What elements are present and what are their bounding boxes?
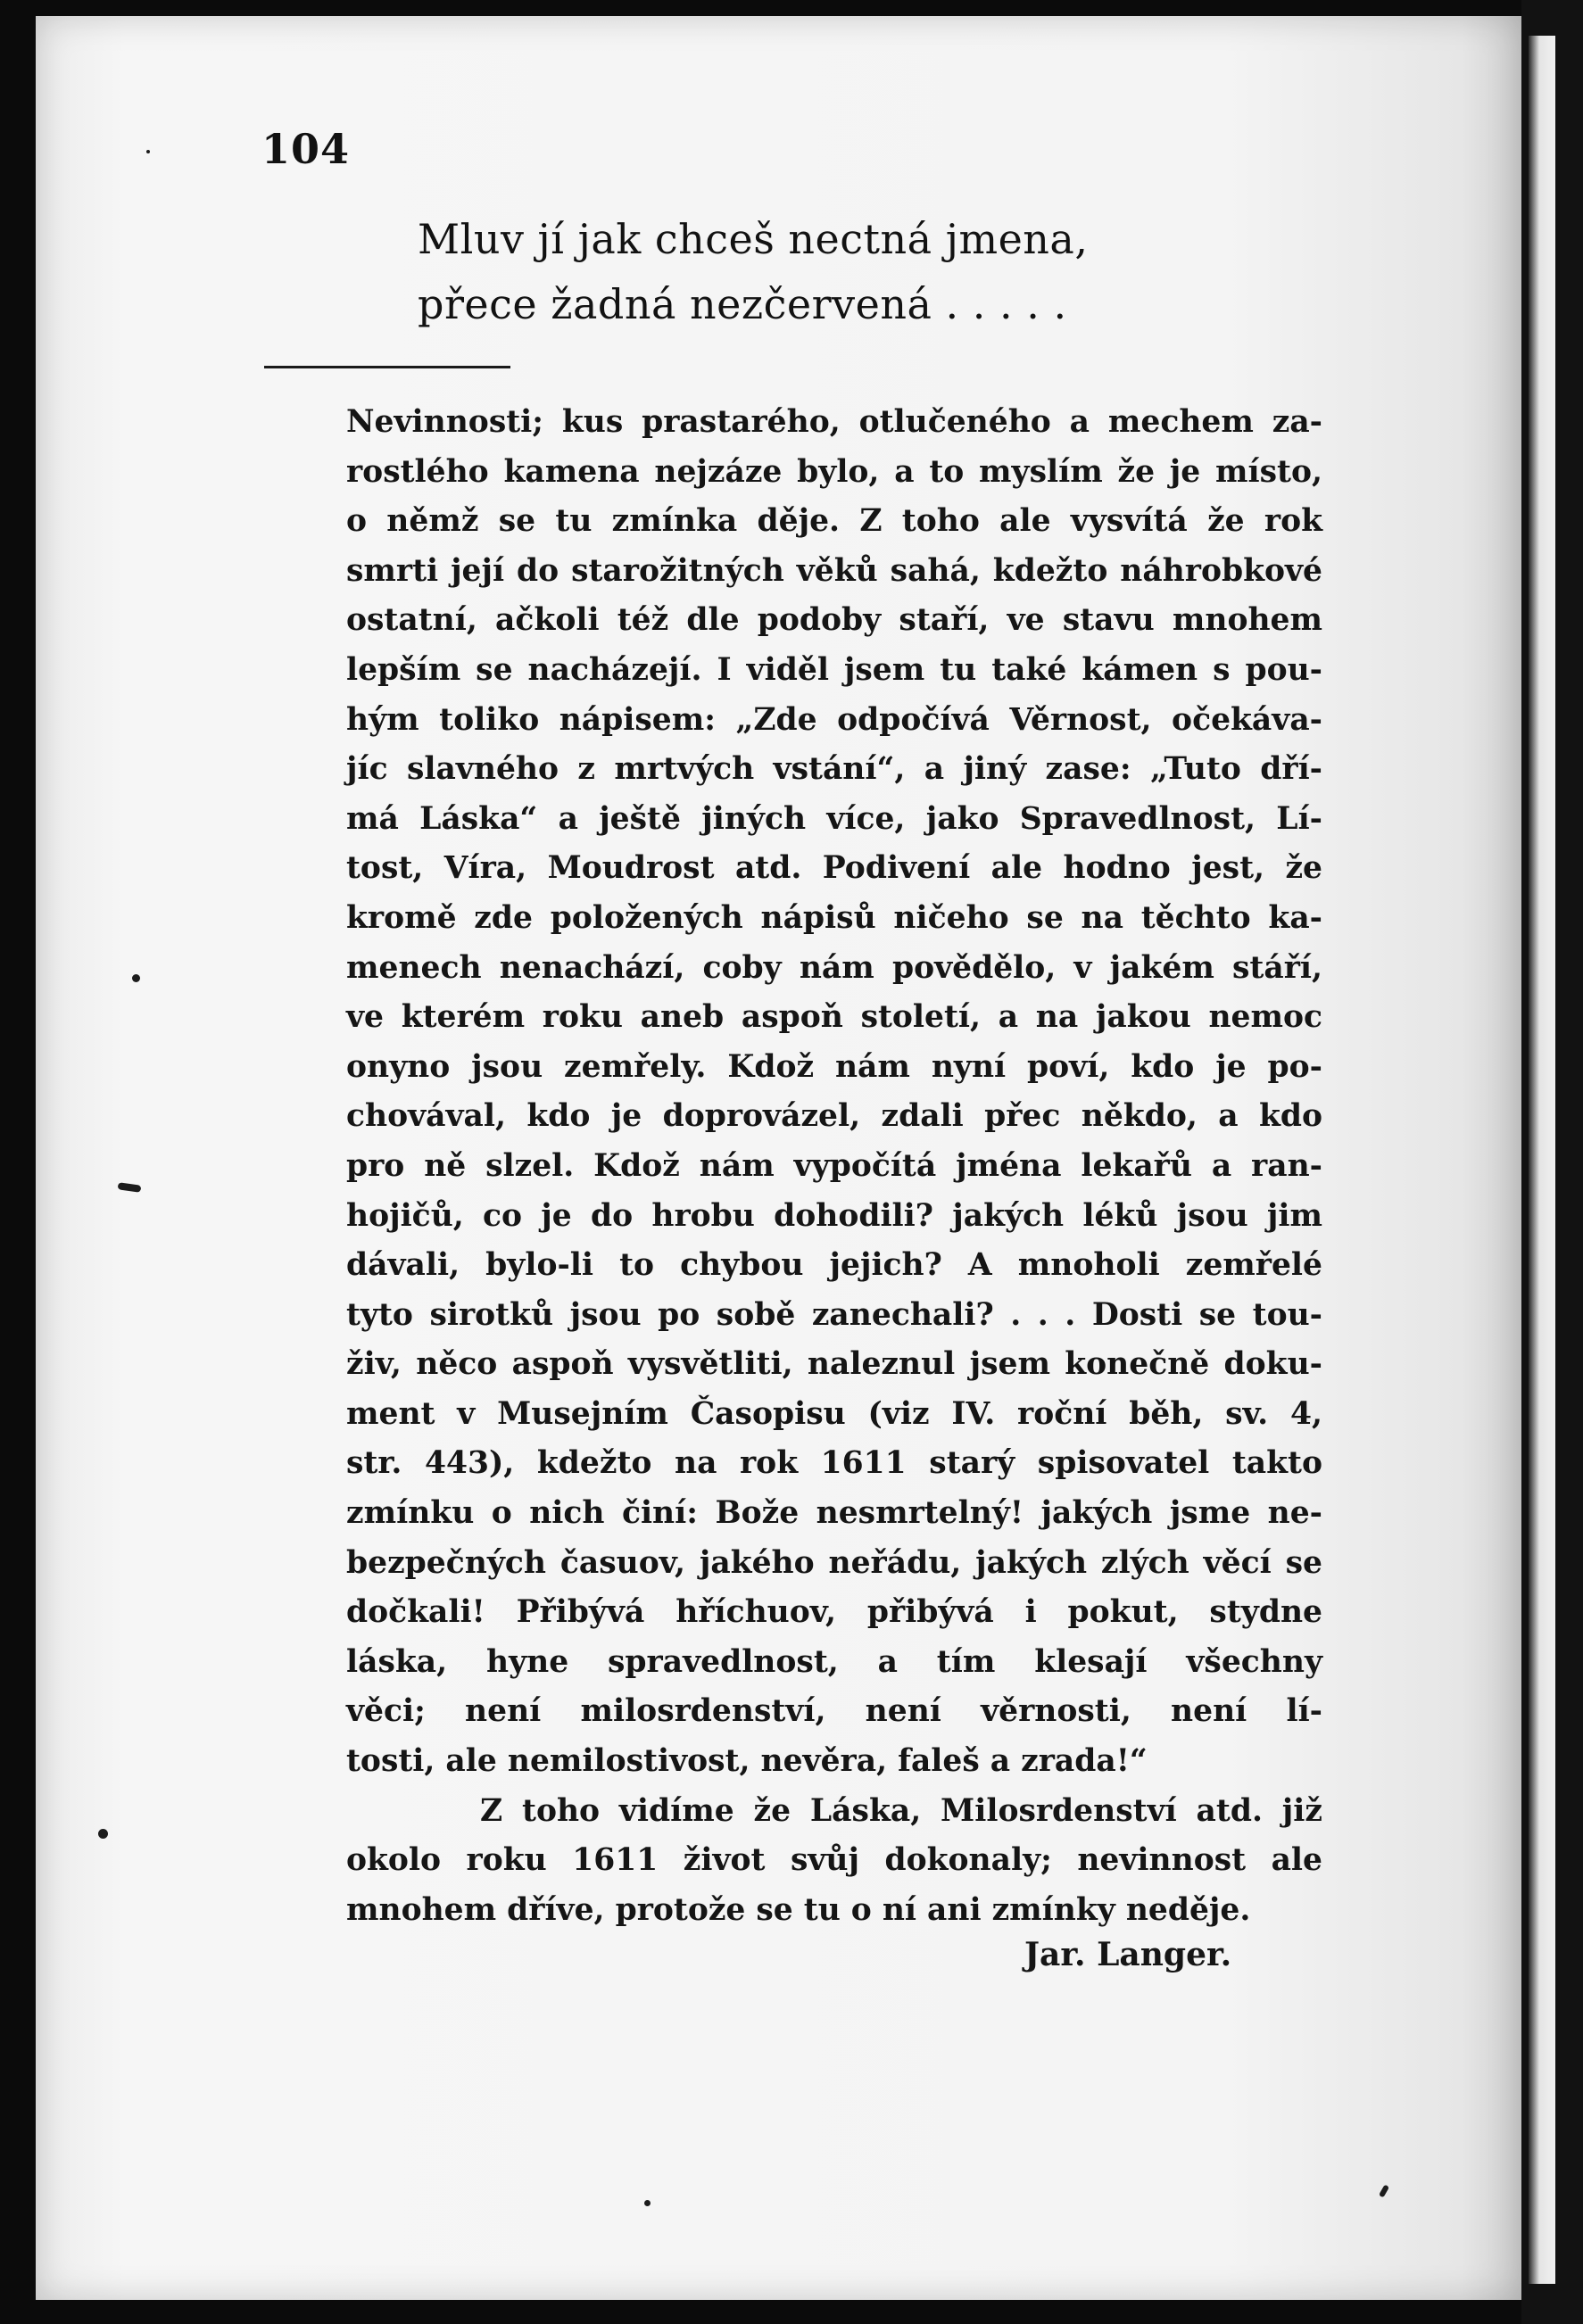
scan-speck: [644, 2200, 651, 2206]
body-line: dočkali! Přibývá hříchuov, přibývá i pokut, stydne: [346, 1594, 1322, 1631]
facing-page-sliver: [1529, 36, 1555, 2284]
body-line: hojičů, co je do hrobu dohodili? jakých léků jsou jim: [346, 1197, 1322, 1234]
body-line: tyto sirotků jsou po sobě zanechali? . . . Dosti se tou-: [346, 1296, 1322, 1333]
body-paragraph: [346, 398, 1322, 1935]
body-line: lepším se nacházejí. I viděl jsem tu také kámen s pou-: [346, 651, 1322, 688]
body-line: str. 443), kdežto na rok 1611 starý spisovatel takto: [346, 1445, 1322, 1482]
body-line: menech nenachází, coby nám povědělo, v jakém stáří,: [346, 949, 1322, 986]
body-line: jíc slavného z mrtvých vstání“, a jiný zase: „Tuto dří-: [346, 751, 1322, 788]
body-line: mnohem dříve, protože se tu o ní ani zmínky neděje.: [346, 1891, 1251, 1928]
author-signature: Jar. Langer.: [1024, 1936, 1232, 1973]
verse-line: přece žadná nezčervená . . . . .: [418, 280, 1067, 328]
body-line: živ, něco aspoň vysvětliti, naleznul jsem konečně doku-: [346, 1346, 1322, 1383]
scan-speck: [132, 974, 140, 982]
body-line: ostatní, ačkoli též dle podoby staří, ve stavu mnohem: [346, 602, 1322, 639]
body-line: dávali, bylo-li to chybou jejich? A mnoholi zemřelé: [346, 1247, 1322, 1284]
body-line: okolo roku 1611 život svůj dokonaly; nevinnost ale: [346, 1842, 1322, 1879]
verse-block: [418, 207, 1203, 337]
body-line: má Láska“ a ještě jiných více, jako Spravedlnost, Lí-: [346, 800, 1322, 837]
body-line: Nevinnosti; kus prastarého, otlučeného a mechem za-: [346, 404, 1322, 440]
body-line: rostlého kamena nejzáze bylo, a to myslím že je místo,: [346, 453, 1322, 490]
page-number: 104: [261, 125, 351, 173]
body-line: tost, Víra, Moudrost atd. Podivení ale hodno jest, že: [346, 850, 1322, 887]
body-line: onyno jsou zemřely. Kdož nám nyní poví, kdo je po-: [346, 1048, 1322, 1085]
body-line: ment v Musejním Časopisu (viz IV. roční běh, sv. 4,: [346, 1395, 1322, 1432]
body-line: pro ně slzel. Kdož nám vypočítá jména lekařů a ran-: [346, 1147, 1322, 1184]
body-line: kromě zde položených nápisů ničeho se na těchto ka-: [346, 899, 1322, 936]
body-line: ve kterém roku aneb aspoň století, a na jakou nemoc: [346, 999, 1322, 1036]
body-line: smrti její do starožitných věků sahá, kdežto náhrobkové: [346, 552, 1322, 589]
body-line: Z toho vidíme že Láska, Milosrdenství atd. již: [480, 1792, 1322, 1829]
body-line: chovával, kdo je doprovázel, zdali přec někdo, a kdo: [346, 1098, 1322, 1135]
body-line: láska, hyne spravedlnost, a tím klesají všechny: [346, 1643, 1322, 1680]
body-line: věci; není milosrdenství, není věrnosti, není lí-: [346, 1693, 1322, 1730]
body-line: o němž se tu zmínka děje. Z toho ale vysvítá že rok: [346, 503, 1322, 540]
body-line: hým toliko nápisem: „Zde odpočívá Věrnost, očekáva-: [346, 701, 1322, 738]
scan-speck: [146, 150, 150, 153]
body-line: tosti, ale nemilostivost, nevěra, faleš a zrada!“: [346, 1743, 1148, 1780]
body-line: zmínku o nich činí: Bože nesmrtelný! jakých jsme ne-: [346, 1495, 1322, 1532]
section-rule: [264, 366, 510, 368]
body-line: bezpečných časuov, jakého neřádu, jakých zlých věcí se: [346, 1544, 1322, 1581]
verse-line: Mluv jí jak chceš nectná jmena,: [418, 215, 1089, 263]
facing-page-edge: [1521, 0, 1583, 2324]
scan-speck: [98, 1829, 108, 1839]
